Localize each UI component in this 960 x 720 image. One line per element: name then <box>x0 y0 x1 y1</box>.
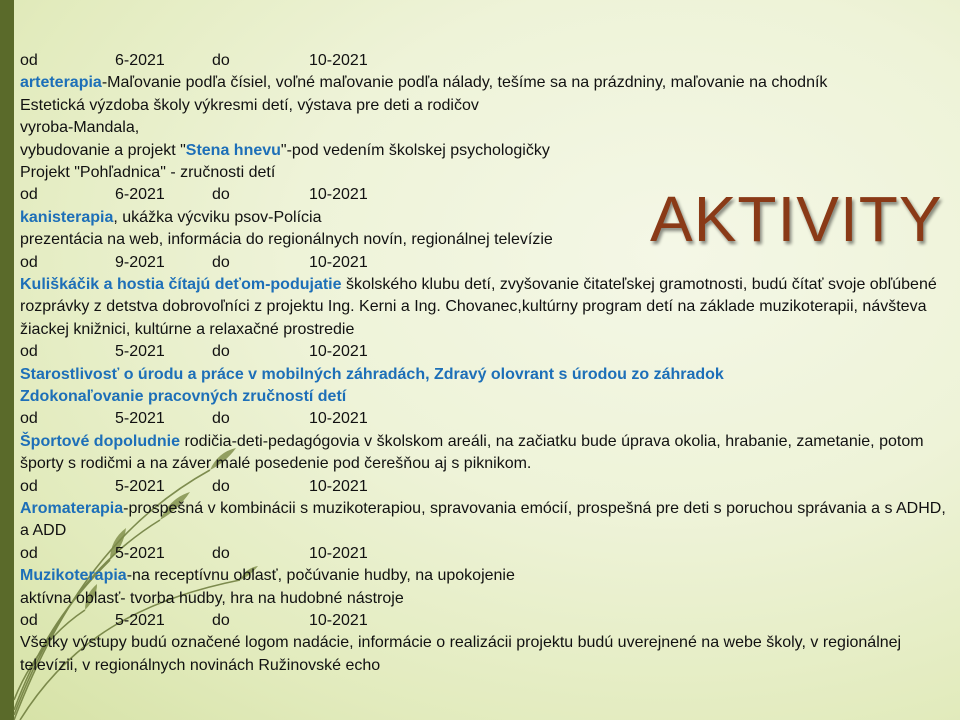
activity-desc: -Maľovanie podľa čísiel, voľné maľovanie podľa nálady, tešíme sa na prázdniny, maľovanie na chodník <box>101 74 828 92</box>
date-to: 10-2021 <box>309 410 368 428</box>
date-to: 10-2021 <box>309 52 368 69</box>
date-row <box>20 50 955 72</box>
od-label: od <box>20 52 38 69</box>
activity-list <box>20 50 955 677</box>
date-to: 10-2021 <box>309 477 368 495</box>
activity-desc: školského klubu detí, zvyšovanie čitateľskej gramotnosti, budú čítať svoje obľúbené rozprávky z detstva dobrovoľníci z projektu Ing. Kerni a Ing. Chovanec,kultúrny program detí na základe muzikoterapii, návšteva žiackej knižnici, kultúrne a relaxačné prostredie <box>20 275 937 338</box>
text-line: aktívna oblasť- tvorba hudby, hra na hudobné nástroje <box>20 589 404 607</box>
date-from: 5-2021 <box>115 611 165 629</box>
do-label: do <box>212 343 230 361</box>
date-to: 10-2021 <box>309 343 368 361</box>
od-label: od <box>20 186 38 204</box>
activity-arteterapia <box>20 72 955 94</box>
od-label: od <box>20 343 38 361</box>
od-label: od <box>20 253 38 271</box>
date-row <box>20 476 955 498</box>
date-row <box>20 184 955 206</box>
text-span: vybudovanie a projekt " <box>20 141 186 159</box>
do-label: do <box>212 410 230 428</box>
do-label: do <box>212 477 230 495</box>
activity-title: Stena hnevu <box>185 141 281 159</box>
activity-zdokonalovanie: Zdokonaľovanie pracovných zručností detí <box>20 387 347 405</box>
activity-title: Kuliškáčik a hostia čítajú deťom-podujatie <box>20 275 342 293</box>
activity-title: arteterapia <box>20 74 102 92</box>
date-to: 10-2021 <box>309 253 368 271</box>
text-line: prezentácia na web, informácia do regionálnych novín, regionálnej televízie <box>20 231 553 249</box>
do-label: do <box>212 544 230 562</box>
od-label: od <box>20 410 38 428</box>
date-from: 5-2021 <box>115 343 165 361</box>
date-row <box>20 610 955 632</box>
text-line: Estetická výzdoba školy výkresmi detí, výstava pre deti a rodičov <box>20 96 479 114</box>
activity-title: Športové dopoludnie <box>20 432 180 450</box>
activity-desc: -prospešná v kombinácii s muzikoterapiou, spravovania emócií, prospešná pre deti s poruchou správania a s ADHD, a ADD <box>20 499 946 540</box>
do-label: do <box>212 52 230 69</box>
date-from: 5-2021 <box>115 544 165 562</box>
date-to: 10-2021 <box>309 186 368 204</box>
activity-desc: , ukážka výcviku psov-Polícia <box>113 208 322 226</box>
do-label: do <box>212 253 230 271</box>
date-row <box>20 341 955 363</box>
activity-muzikoterapia <box>20 565 955 587</box>
date-to: 10-2021 <box>309 544 368 562</box>
activity-title: Muzikoterapia <box>20 567 127 585</box>
activity-kuliskacik <box>20 274 955 341</box>
date-row <box>20 252 955 274</box>
activity-kanisterapia <box>20 207 955 229</box>
date-to: 10-2021 <box>309 611 368 629</box>
od-label: od <box>20 477 38 495</box>
date-from: 6-2021 <box>115 186 165 204</box>
date-row <box>20 543 955 565</box>
do-label: do <box>212 186 230 204</box>
activity-aromaterapia <box>20 498 955 543</box>
od-label: od <box>20 611 38 629</box>
date-from: 9-2021 <box>115 253 165 271</box>
activity-title: kanisterapia <box>20 208 114 226</box>
activity-desc: -na receptívnu oblasť, počúvanie hudby, na upokojenie <box>126 567 515 585</box>
activity-stena-hnevu <box>20 140 955 162</box>
activity-title: Aromaterapia <box>20 499 124 517</box>
date-row <box>20 408 955 430</box>
activity-desc: rodičia-deti-pedagógovia v školskom areáli, na začiatku bude úprava okolia, hrabanie, zametanie, potom športy s rodičmi a na záver malé posedenie pod čerešňou aj s piknikom. <box>20 432 924 473</box>
text-span: "-pod vedením školskej psychologičky <box>280 141 550 159</box>
activity-sportove-dopoludnie <box>20 431 955 476</box>
activity-starostlivost: Starostlivosť o úrodu a práce v mobilných záhradách, Zdravý olovrant s úrodou zo záhradok <box>20 365 724 383</box>
date-from: 6-2021 <box>115 52 165 69</box>
slide-title: AKTIVITY <box>650 183 943 255</box>
text-line: Všetky výstupy budú označené logom nadácie, informácie o realizácii projektu budú uverejnené na webe školy, v regionálnej televízii, v regionálnych novinách Ružinovské echo <box>20 634 902 674</box>
do-label: do <box>212 611 230 629</box>
text-line: Projekt "Pohľadnica" - zručnosti detí <box>20 163 276 181</box>
od-label: od <box>20 544 38 562</box>
date-from: 5-2021 <box>115 477 165 495</box>
date-from: 5-2021 <box>115 410 165 428</box>
text-line: vyroba-Mandala, <box>20 119 140 137</box>
